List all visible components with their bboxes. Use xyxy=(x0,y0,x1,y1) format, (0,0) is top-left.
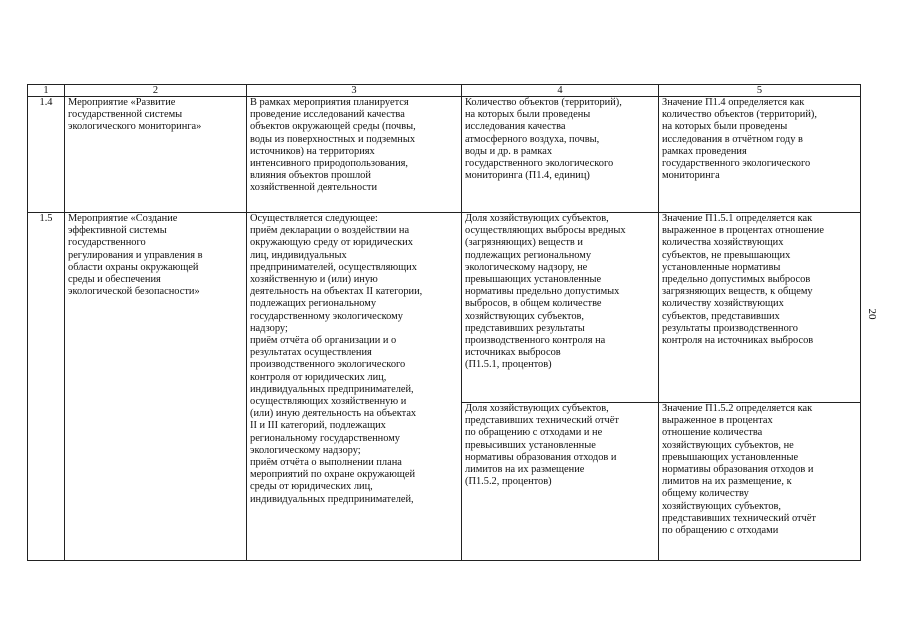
column-number-5: 5 xyxy=(659,85,861,97)
document-table xyxy=(27,84,861,561)
table-row xyxy=(28,97,861,213)
measure-description: Осуществляется следующее: приём декларации о воздействии на окружающую среду от юридических лиц, индивидуальных предпринимателей, осуществляющих хозяйственную и (или) иную деятельность на объектах II категории, подлежащих региональному государственному экологическому надзору; приём отчёта об организации и о результатах осуществления производственного экологического контроля от юридических лиц, индивидуальных предпринимателей, осуществляющих хозяйственную и (или) иную деятельность на объектах II и III категорий, подлежащих региональному государственному экологическому надзору; приём отчёта о выполнении плана мероприятий по охране окружающей среды от юридических лиц, индивидуальных предпринимателей, xyxy=(247,213,462,561)
column-number-2: 2 xyxy=(65,85,247,97)
column-number-4: 4 xyxy=(462,85,659,97)
indicator-name: Доля хозяйствующих субъектов, осуществляющих выбросы вредных (загрязняющих) веществ и подлежащих региональному экологическому надзору, не превышающих установленные нормативы предельно допустимых выбросов, в общем количестве хозяйствующих субъектов, представивших результаты производственного контроля на источниках выбросов (П1.5.1, процентов) xyxy=(462,213,659,403)
page-number: 20 xyxy=(866,308,878,320)
column-number-1: 1 xyxy=(28,85,65,97)
measure-description: В рамках мероприятия планируется проведение исследований качества объектов окружающей среды (почвы, воды из поверхностных и подземных источников) на территориях интенсивного природопользования, влияния объектов прошлой хозяйственной деятельности xyxy=(247,97,462,213)
indicator-method: Значение П1.4 определяется как количество объектов (территорий), на которых были проведены исследования в отчётном году в рамках проведения государственного экологического мониторинга xyxy=(659,97,861,213)
indicator-name: Количество объектов (территорий), на которых были проведены исследования качества атмосферного воздуха, почвы, воды и др. в рамках государственного экологического мониторинга (П1.4, единиц) xyxy=(462,97,659,213)
row-number: 1.5 xyxy=(28,213,65,561)
measure-name: Мероприятие «Создание эффективной системы государственного регулирования и управления в области охраны окружающей среды и обеспечения экологической безопасности» xyxy=(65,213,247,561)
indicator-name: Доля хозяйствующих субъектов, представивших технический отчёт по обращению с отходами и не превысивших установленные нормативы образования отходов и лимитов на их размещение (П1.5.2, процентов) xyxy=(462,403,659,561)
table-header-row xyxy=(28,85,861,97)
indicator-method: Значение П1.5.1 определяется как выраженное в процентах отношение количества хозяйствующих субъектов, не превышающих установленные нормативы предельно допустимых выбросов загрязняющих веществ, к общему количеству хозяйствующих субъектов, представивших результаты производственного контроля на источниках выбросов xyxy=(659,213,861,403)
row-number: 1.4 xyxy=(28,97,65,213)
column-number-3: 3 xyxy=(247,85,462,97)
measure-name: Мероприятие «Развитие государственной системы экологического мониторинга» xyxy=(65,97,247,213)
table-row xyxy=(28,213,861,403)
indicator-method: Значение П1.5.2 определяется как выраженное в процентах отношение количества хозяйствующих субъектов, не превышающих установленные нормативы образования отходов и лимитов на их размещение, к общему количеству хозяйствующих субъектов, представивших технический отчёт по обращению с отходами xyxy=(659,403,861,561)
